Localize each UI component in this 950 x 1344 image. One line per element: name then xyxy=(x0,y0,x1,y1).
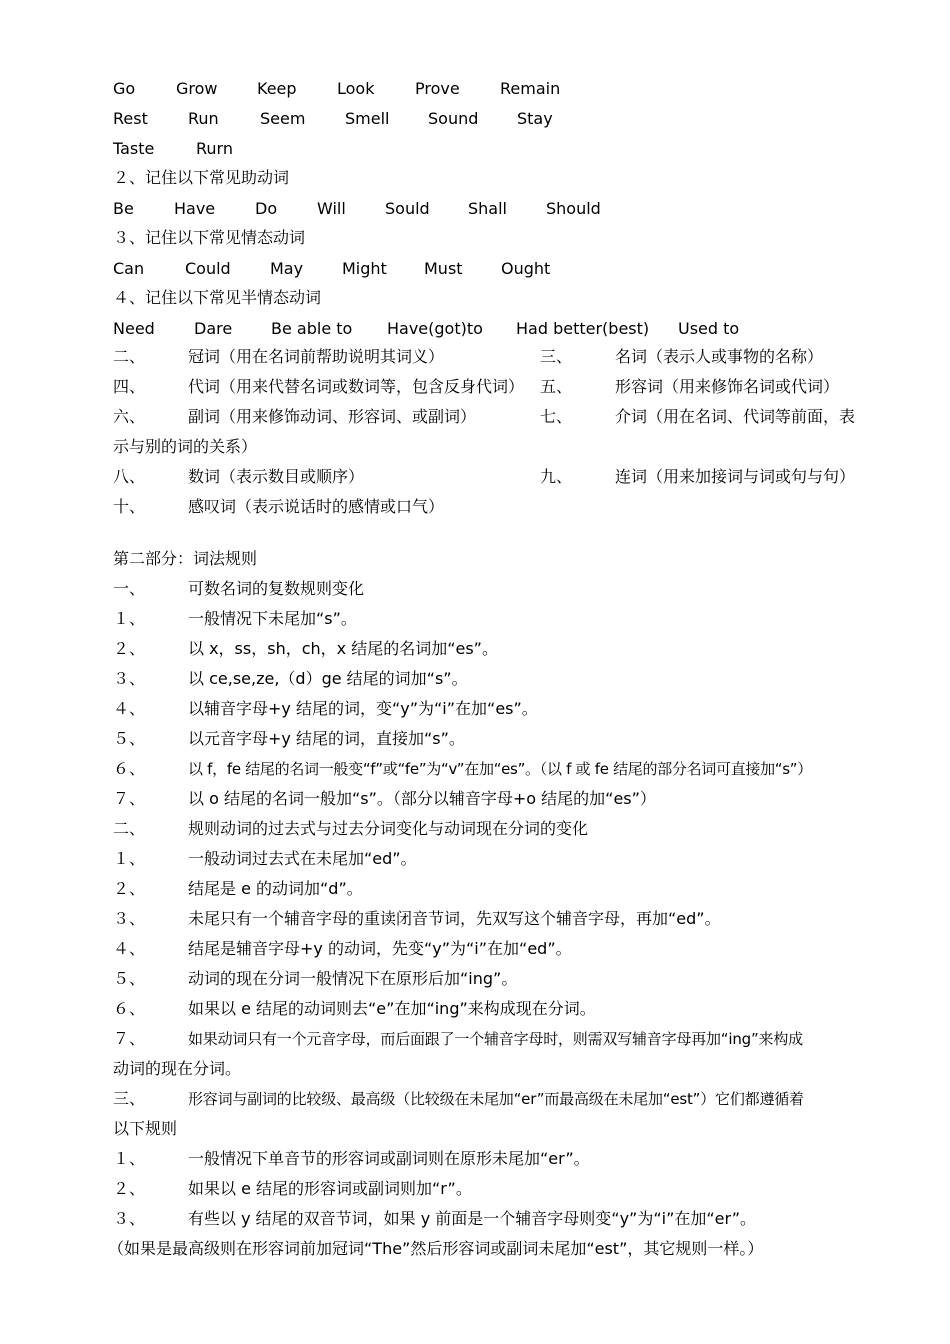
verb-word: Run xyxy=(188,109,219,128)
aux-verb-word: Will xyxy=(317,199,346,218)
pos-text: 冠词（用在名词前帮助说明其词义） xyxy=(188,347,445,366)
heading-aux-verbs: ２、记住以下常见助动词 xyxy=(113,168,290,187)
rule-number: ５、 xyxy=(113,969,146,988)
pos-number: 七、 xyxy=(540,407,573,426)
pos-text: 数词（表示数目或顺序） xyxy=(188,467,365,486)
pos-number: 五、 xyxy=(540,377,573,396)
rule-text: 一般情况下单音节的形容词或副词则在原形未尾加“er”。 xyxy=(188,1149,590,1168)
rule-number: １、 xyxy=(113,849,146,868)
pos-text-continuation: 示与别的词的关系） xyxy=(113,437,258,456)
verb-word: Seem xyxy=(260,109,306,128)
aux-verb-word: Shall xyxy=(468,199,507,218)
pos-number: 八、 xyxy=(113,467,146,486)
section-number: 三、 xyxy=(113,1089,146,1108)
verb-word: Go xyxy=(113,79,136,98)
pos-number: 三、 xyxy=(540,347,573,366)
section-number: 一、 xyxy=(113,579,146,598)
rule-number: ７、 xyxy=(113,1029,146,1048)
rule-text: 动词的现在分词一般情况下在原形后加“ing”。 xyxy=(188,969,518,988)
section-number: 二、 xyxy=(113,819,146,838)
pos-text: 名词（表示人或事物的名称） xyxy=(615,347,824,366)
rule-text: 如果以 e 结尾的形容词或副词则加“r”。 xyxy=(188,1179,472,1198)
pos-number: 四、 xyxy=(113,377,146,396)
rule-number: ５、 xyxy=(113,729,146,748)
rule-number: ４、 xyxy=(113,939,146,958)
heading-semi-modal-verbs: ４、记住以下常见半情态动词 xyxy=(113,288,322,307)
rule-text: 结尾是辅音字母+y 的动词，先变“y”为“i”在加“ed”。 xyxy=(188,939,572,958)
rule-number: ２、 xyxy=(113,879,146,898)
rule-number: ６、 xyxy=(113,999,146,1018)
rule-number: １、 xyxy=(113,609,146,628)
modal-verb-word: Could xyxy=(185,259,231,278)
verb-word: Remain xyxy=(500,79,561,98)
verb-word: Rest xyxy=(113,109,148,128)
rule-text: 一般情况下未尾加“s”。 xyxy=(188,609,357,628)
rule-text: 如果动词只有一个元音字母，而后面跟了一个辅音字母时，则需双写辅音字母再加“ing”来构成 xyxy=(188,1030,803,1048)
rule-number: ２、 xyxy=(113,1179,146,1198)
semi-modal-word: Need xyxy=(113,319,155,338)
modal-verb-word: Ought xyxy=(501,259,551,278)
pos-number: 六、 xyxy=(113,407,146,426)
rule-text: 以 o 结尾的名词一般加“s”。（部分以辅音字母+o 结尾的加“es”） xyxy=(188,789,656,808)
modal-verb-word: Must xyxy=(424,259,463,278)
section-title: 规则动词的过去式与过去分词变化与动词现在分词的变化 xyxy=(188,819,589,838)
rule-text: 以元音字母+y 结尾的词，直接加“s”。 xyxy=(188,729,465,748)
verb-word: Prove xyxy=(415,79,460,98)
rule-text: 有些以 y 结尾的双音节词，如果 y 前面是一个辅音字母则变“y”为“i”在加“er”。 xyxy=(188,1209,757,1228)
modal-verb-word: Might xyxy=(342,259,387,278)
rule-number: ２、 xyxy=(113,639,146,658)
pos-text: 代词（用来代替名词或数词等，包含反身代词） xyxy=(188,377,525,396)
semi-modal-word: Be able to xyxy=(271,319,353,338)
heading-modal-verbs: ３、记住以下常见情态动词 xyxy=(113,228,306,247)
rule-number: ３、 xyxy=(113,669,146,688)
verb-word: Sound xyxy=(428,109,479,128)
section-title-continuation: 以下规则 xyxy=(113,1119,178,1138)
pos-number: 二、 xyxy=(113,347,146,366)
section-title: 形容词与副词的比较级、最高级（比较级在未尾加“er”而最高级在未尾加“est”）它们都遵循着 xyxy=(188,1090,804,1108)
verb-word: Smell xyxy=(345,109,390,128)
rule-text-continuation: 动词的现在分词。 xyxy=(113,1059,242,1078)
rule-text: 以 x，ss，sh，ch，x 结尾的名词加“es”。 xyxy=(188,639,498,658)
rule-number: ３、 xyxy=(113,909,146,928)
aux-verb-word: Should xyxy=(546,199,601,218)
aux-verb-word: Do xyxy=(255,199,278,218)
rule-text: 以辅音字母+y 结尾的词，变“y”为“i”在加“es”。 xyxy=(188,699,538,718)
verb-word: Keep xyxy=(257,79,297,98)
verb-word: Rurn xyxy=(196,139,233,158)
pos-text: 连词（用来加接词与词或句与句） xyxy=(615,467,856,486)
part2-title: 第二部分：词法规则 xyxy=(113,549,258,568)
rule-text: 一般动词过去式在未尾加“ed”。 xyxy=(188,849,417,868)
rule-number: ６、 xyxy=(113,759,146,778)
verb-word: Taste xyxy=(113,139,155,158)
semi-modal-word: Used to xyxy=(678,319,740,338)
rule-text: 结尾是 e 的动词加“d”。 xyxy=(188,879,363,898)
pos-text: 感叹词（表示说话时的感情或口气） xyxy=(188,497,445,516)
pos-text: 副词（用来修饰动词、形容词、或副词） xyxy=(188,407,477,426)
semi-modal-word: Dare xyxy=(194,319,233,338)
modal-verb-word: May xyxy=(270,259,304,278)
rule-text: 以 ce,se,ze,（d）ge 结尾的词加“s”。 xyxy=(188,669,468,688)
rule-number: １、 xyxy=(113,1149,146,1168)
pos-number: 九、 xyxy=(540,467,573,486)
rule-number: ４、 xyxy=(113,699,146,718)
semi-modal-word: Have(got)to xyxy=(387,319,483,338)
rule-number: ３、 xyxy=(113,1209,146,1228)
verb-word: Grow xyxy=(176,79,218,98)
section-note: （如果是最高级则在形容词前加冠词“The”然后形容词或副词未尾加“est”，其它规则一样。） xyxy=(108,1239,764,1258)
rule-number: ７、 xyxy=(113,789,146,808)
pos-text: 介词（用在名词、代词等前面，表 xyxy=(615,407,856,426)
semi-modal-word: Had better(best) xyxy=(516,319,650,338)
pos-text: 形容词（用来修饰名词或代词） xyxy=(615,377,840,396)
section-title: 可数名词的复数规则变化 xyxy=(188,579,365,598)
rule-text: 未尾只有一个辅音字母的重读闭音节词，先双写这个辅音字母，再加“ed”。 xyxy=(188,909,721,928)
rule-text: 以 f，fe 结尾的名词一般变“f”或“fe”为“v”在加“es”。（以 f 或 fe 结尾的部分名词可直接加“s”） xyxy=(188,760,812,778)
aux-verb-word: Be xyxy=(113,199,134,218)
pos-number: 十、 xyxy=(113,497,146,516)
verb-word: Stay xyxy=(517,109,553,128)
verb-word: Look xyxy=(337,79,375,98)
aux-verb-word: Sould xyxy=(385,199,430,218)
rule-text: 如果以 e 结尾的动词则去“e”在加“ing”来构成现在分词。 xyxy=(188,999,596,1018)
modal-verb-word: Can xyxy=(113,259,145,278)
aux-verb-word: Have xyxy=(174,199,216,218)
